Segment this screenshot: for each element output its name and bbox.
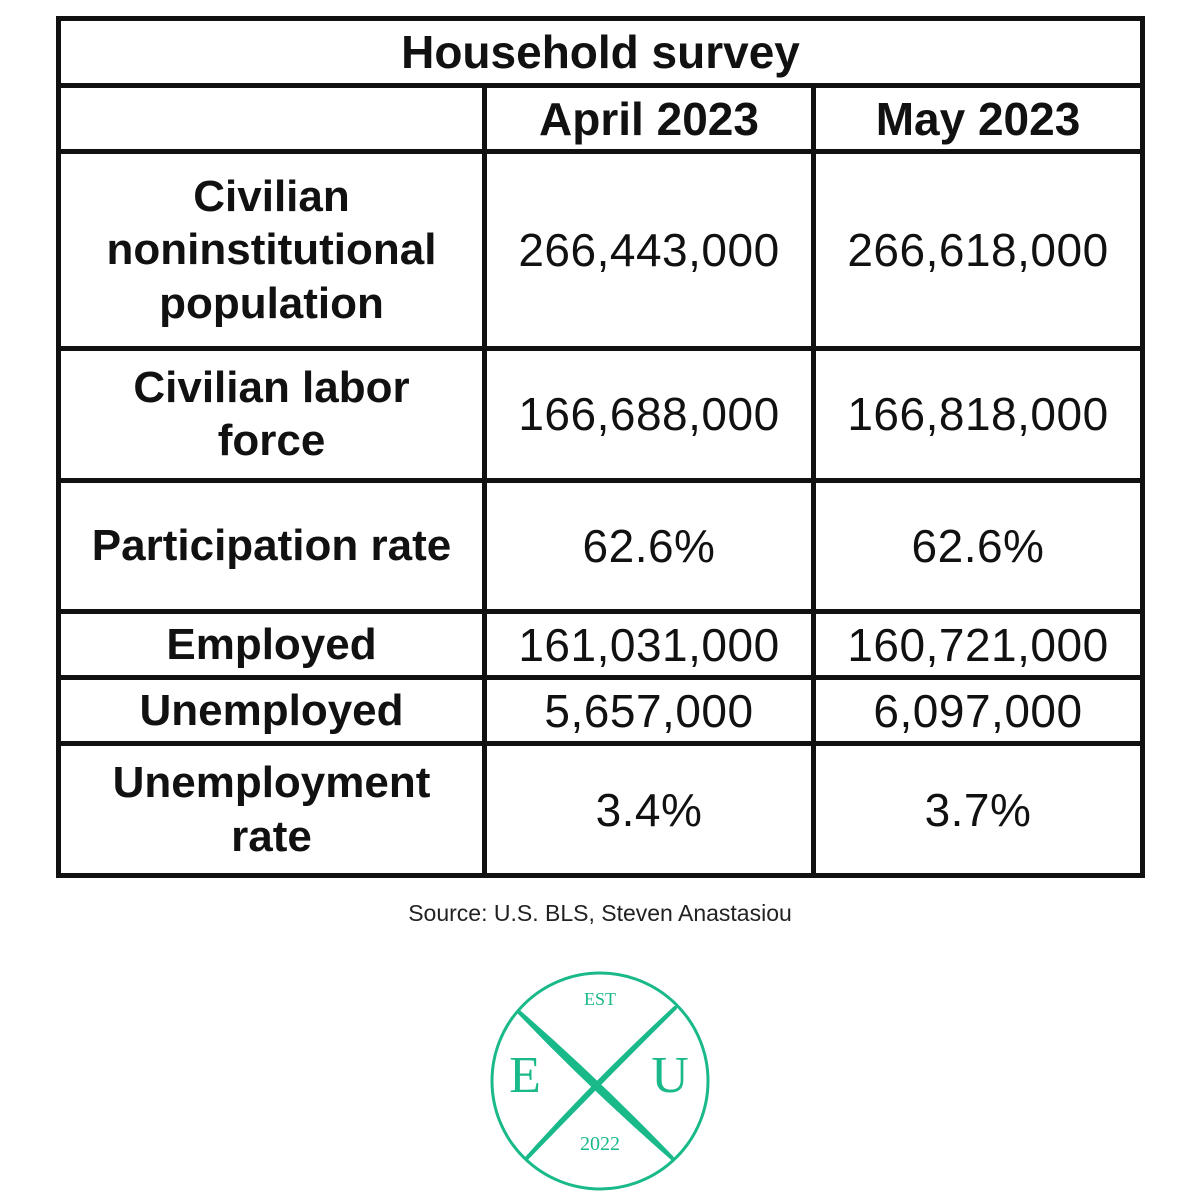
logo-year-text: 2022 <box>580 1133 620 1155</box>
table-row <box>59 678 1143 744</box>
header-row <box>59 86 1143 152</box>
column-header-april: April 2023 <box>485 86 814 152</box>
row-label: Participation rate <box>59 480 485 611</box>
may-value: 3.7% <box>814 744 1143 876</box>
may-value: 166,818,000 <box>814 349 1143 480</box>
row-label: Civilian noninstitutional population <box>59 152 485 349</box>
header-empty-cell <box>59 86 485 152</box>
may-value: 266,618,000 <box>814 152 1143 349</box>
title-row <box>59 19 1143 86</box>
household-survey-table <box>56 16 1145 878</box>
table-row <box>59 152 1143 349</box>
exu-logo <box>477 970 723 1192</box>
source-note: Source: U.S. BLS, Steven Anastasiou <box>408 900 792 926</box>
table-row <box>59 480 1143 611</box>
logo-letter-e: E <box>509 1047 541 1104</box>
logo-letter-u: U <box>651 1047 689 1104</box>
april-value: 266,443,000 <box>485 152 814 349</box>
table-title: Household survey <box>59 19 1143 86</box>
may-value: 160,721,000 <box>814 612 1143 678</box>
row-label: Civilian labor force <box>59 349 485 480</box>
table-row <box>59 744 1143 876</box>
row-label: Unemployment rate <box>59 744 485 876</box>
april-value: 161,031,000 <box>485 612 814 678</box>
may-value: 6,097,000 <box>814 678 1143 744</box>
row-label: Employed <box>59 612 485 678</box>
logo-est-text: EST <box>583 989 617 1009</box>
table-row <box>59 349 1143 480</box>
april-value: 5,657,000 <box>485 678 814 744</box>
row-label: Unemployed <box>59 678 485 744</box>
column-header-may: May 2023 <box>814 86 1143 152</box>
april-value: 166,688,000 <box>485 349 814 480</box>
table-row <box>59 612 1143 678</box>
april-value: 3.4% <box>485 744 814 876</box>
may-value: 62.6% <box>814 480 1143 611</box>
april-value: 62.6% <box>485 480 814 611</box>
